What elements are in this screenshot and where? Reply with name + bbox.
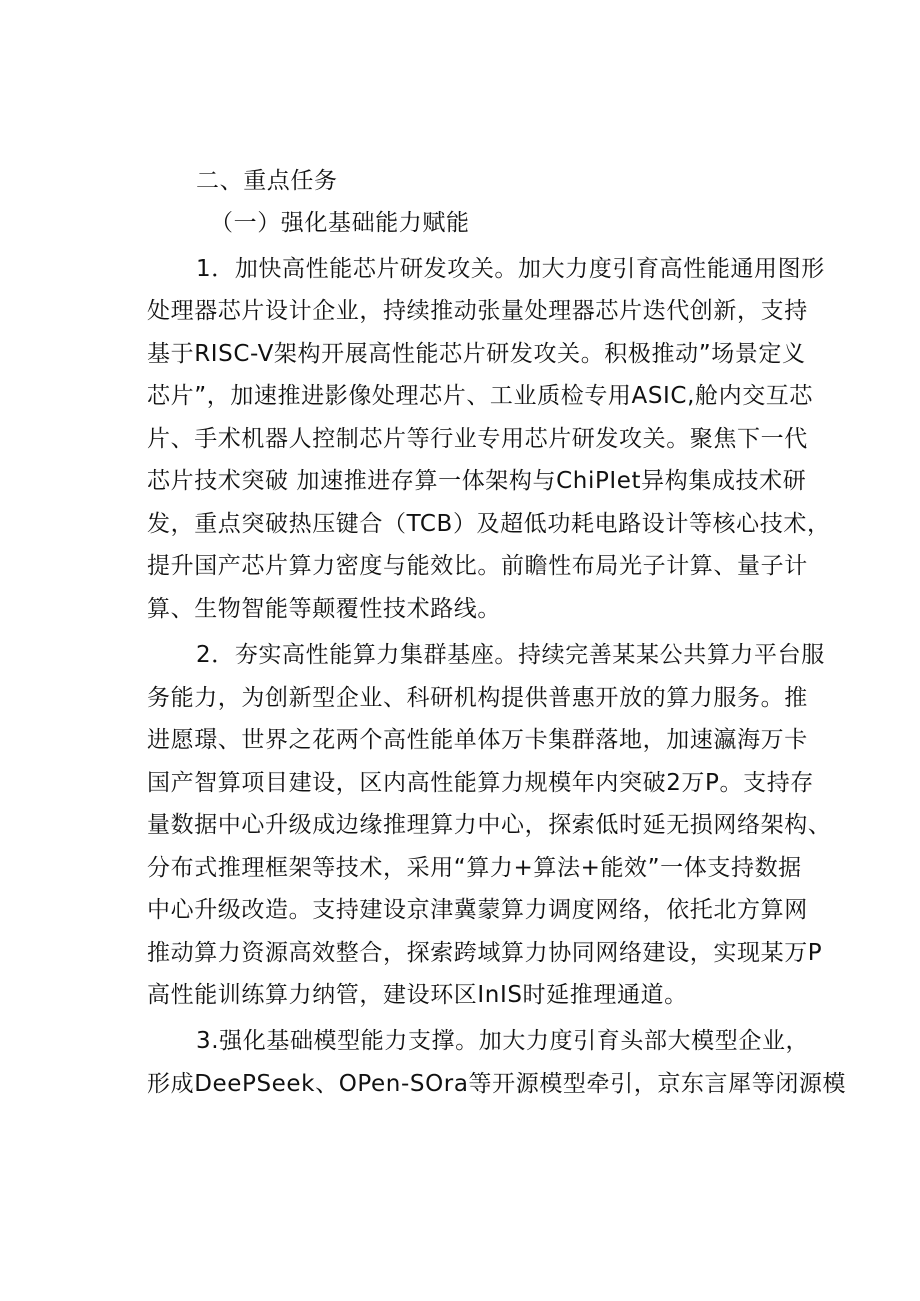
paragraph-1-line-9: 算、生物智能等颠覆性技术路线。 xyxy=(147,596,501,622)
paragraph-1-line-7: 发，重点突破热压键合（TCB）及超低功耗电路设计等核心技术， xyxy=(147,511,831,537)
paragraph-3-line-2: 形成DeePSeek、OPen-SOra等开源模型牵引，京东言犀等闭源模 xyxy=(147,1071,847,1097)
paragraph-1-line-2: 处理器芯片设计企业，持续推动张量处理器芯片迭代创新，支持 xyxy=(147,298,808,324)
paragraph-2-line-6: 分布式推理框架等技术，采用“算力+算法+能效”一体支持数据 xyxy=(147,855,802,881)
paragraph-1-line-3: 基于RISC-V架构开展高性能芯片研发攻关。积极推动”场景定义 xyxy=(147,341,806,367)
paragraph-2-line-2: 务能力，为创新型企业、科研机构提供普惠开放的算力服务。推 xyxy=(147,685,808,711)
paragraph-1-line-6: 芯片技术突破 加速推进存算一体架构与ChiPIet异构集成技术研 xyxy=(147,468,807,494)
subsection-heading: （一）强化基础能力赋能 xyxy=(210,210,470,236)
paragraph-2-line-3: 进愿璟、世界之花两个高性能单体万卡集群落地，加速瀛海万卡 xyxy=(147,727,808,753)
paragraph-2-line-7: 中心升级改造。支持建设京津冀蒙算力调度网络，依托北方算网 xyxy=(147,897,808,923)
paragraph-2-line-9: 高性能训练算力纳管，建设环区InIS时延推理通道。 xyxy=(147,982,688,1008)
paragraph-1-line-5: 片、手术机器人控制芯片等行业专用芯片研发攻关。聚焦下一代 xyxy=(147,426,808,452)
section-heading: 二、重点任务 xyxy=(196,168,338,194)
paragraph-2-line-1: 2．夯实高性能算力集群基座。持续完善某某公共算力平台服 xyxy=(196,642,825,668)
paragraph-2-line-4: 国产智算项目建设，区内高性能算力规模年内突破2万P。支持存 xyxy=(147,770,814,796)
paragraph-3-line-1: 3.强化基础模型能力支撑。加大力度引育头部大模型企业， xyxy=(196,1028,810,1054)
paragraph-1-line-4: 芯片”，加速推进影像处理芯片、工业质检专用ASIC,舱内交互芯 xyxy=(147,383,814,409)
paragraph-1-line-1: 1．加快高性能芯片研发攻关。加大力度引育高性能通用图形 xyxy=(196,256,825,282)
paragraph-2-line-5: 量数据中心升级成边缘推理算力中心，探索低时延无损网络架构、 xyxy=(147,812,832,838)
paragraph-1-line-8: 提升国产芯片算力密度与能效比。前瞻性布局光子计算、量子计 xyxy=(147,553,808,579)
paragraph-2-line-8: 推动算力资源高效整合，探索跨域算力协同网络建设，实现某万P xyxy=(147,940,823,966)
